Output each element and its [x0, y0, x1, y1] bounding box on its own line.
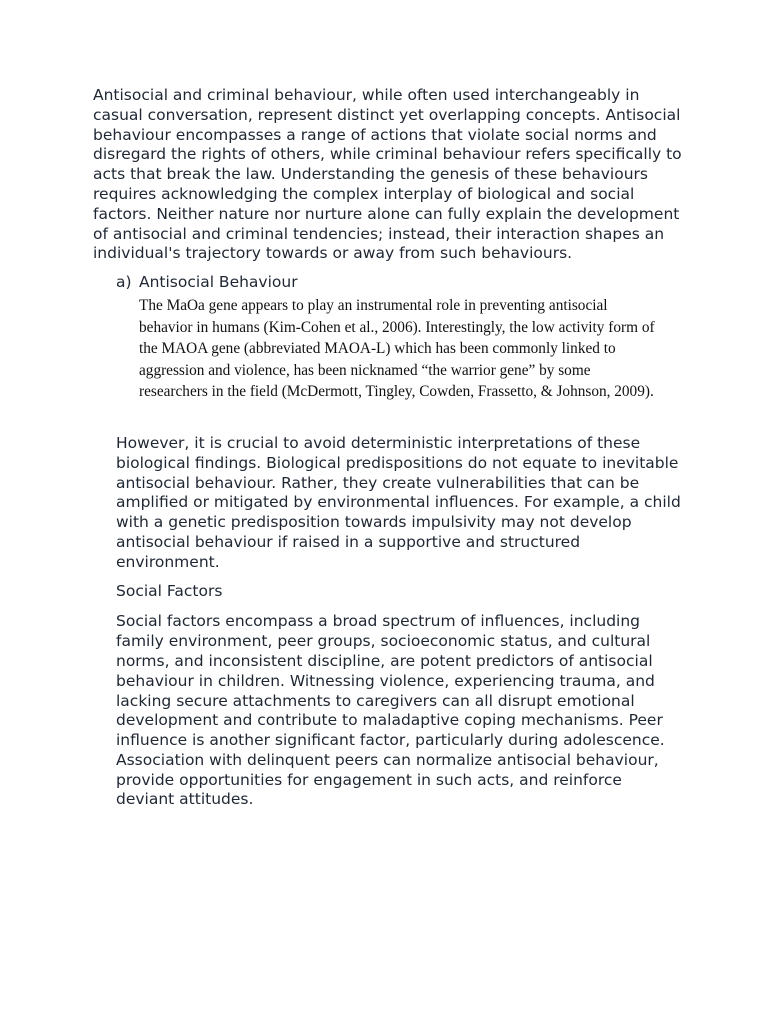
section-a-marker: a) — [116, 273, 132, 292]
maoa-quote-paragraph: The MaOa gene appears to play an instrumental role in preventing antisocial behavior in humans (Kim-Cohen et al., 2006). Interestingly, the low activity form of the MAOA gene (abbreviated MAOA-L) which has been commonly linked to aggression and violence, has been nicknamed “the warrior gene” by some researchers in the field (McDermott, Tingley, Cowden, Frassetto, & Johnson, 2009). — [139, 296, 655, 401]
however-paragraph: However, it is crucial to avoid deterministic interpretations of these biological findings. Biological predispositions do not equate to inevitable antisocial behaviour. Rather, they create vulnerabilities that can be amplified or mitigated by environmental influences. For example, a child with a genetic predisposition towards impulsivity may not develop antisocial behaviour if raised in a supportive and structured environment. — [116, 433, 681, 571]
social-factors-paragraph: Social factors encompass a broad spectrum of influences, including family environment, peer groups, socioeconomic status, and cultural norms, and inconsistent discipline, are potent predictors of antisocial behaviour in children. Witnessing violence, experiencing trauma, and lacking secure attachments to caregivers can all disrupt emotional development and contribute to maladaptive coping mechanisms. Peer influence is another significant factor, particularly during adolescence. Association with delinquent peers can normalize antisocial behaviour, provide opportunities for engagement in such acts, and reinforce deviant attitudes. — [116, 612, 665, 809]
document-page — [93, 86, 683, 810]
section-a-heading — [116, 273, 683, 293]
section-a-title: Antisocial Behaviour — [139, 273, 298, 292]
intro-paragraph: Antisocial and criminal behaviour, while often used interchangeably in casual conversation, represent distinct yet overlapping concepts. Antisocial behaviour encompasses a range of actions that violate social norms and disregard the rights of others, while criminal behaviour refers specifically to acts that break the law. Understanding the genesis of these behaviours requires acknowledging the complex interplay of biological and social factors. Neither nature nor nurture alone can fully explain the development of antisocial and criminal tendencies; instead, their interaction shapes an individual's trajectory towards or away from such behaviours. — [93, 86, 682, 263]
social-factors-heading: Social Factors — [116, 581, 223, 600]
